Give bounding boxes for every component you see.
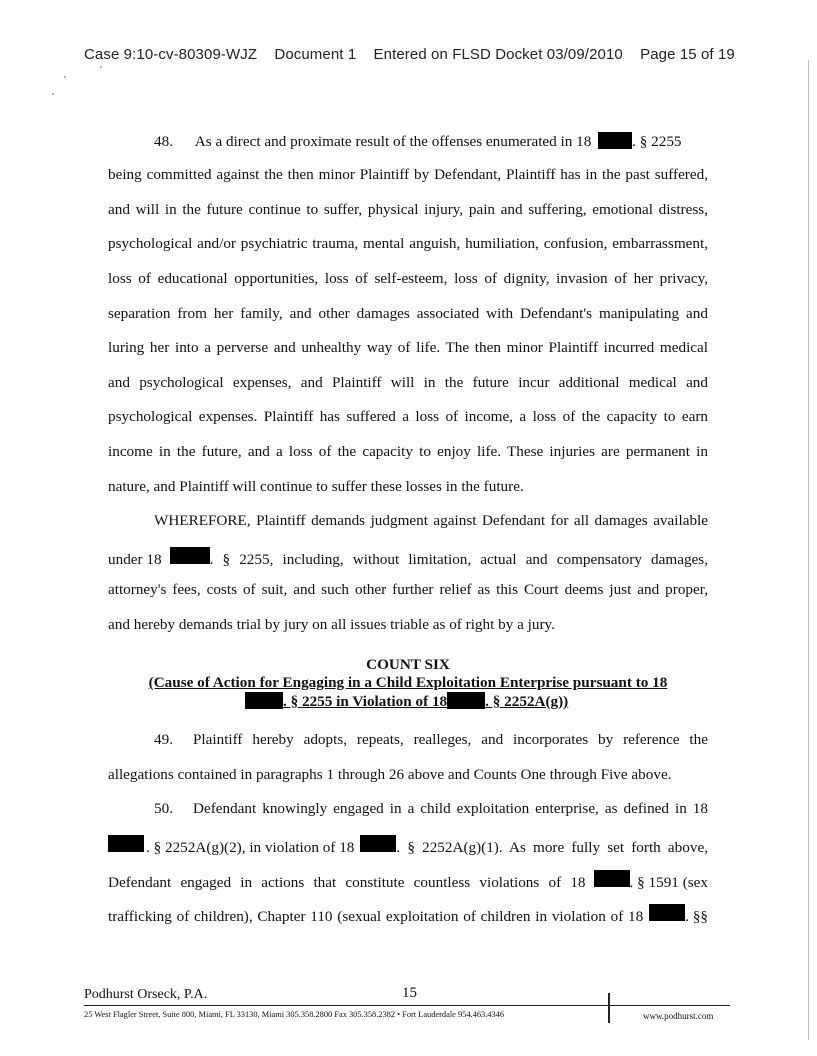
scan-speck bbox=[100, 66, 102, 68]
count-subtitle-line-1: (Cause of Action for Engaging in a Child Exploitation Enterprise pursuant to 18 bbox=[148, 674, 668, 691]
right-margin-line bbox=[808, 60, 809, 1040]
footer-divider bbox=[608, 993, 610, 1023]
redaction bbox=[170, 547, 210, 564]
p48-line-8: and psychological expenses, and Plaintiff will in the future incur additional medical and bbox=[108, 374, 708, 391]
redaction bbox=[649, 904, 685, 921]
count-title: COUNT SIX bbox=[366, 656, 450, 673]
p49-line-2: allegations contained in paragraphs 1 through 26 above and Counts One through Five above. bbox=[108, 766, 672, 783]
p50-line-3: Defendant engaged in actions that constitute countless violations of 18 . § 1591 (sex bbox=[108, 870, 708, 892]
scan-speck bbox=[52, 93, 54, 95]
redaction bbox=[108, 835, 144, 852]
case-number: Case 9:10-cv-80309-WJZ bbox=[84, 46, 258, 63]
p48-line-5: loss of educational opportunities, loss of self-esteem, loss of dignity, invasion of her privacy, bbox=[108, 270, 708, 287]
p48-line-1: 48. As a direct and proximate result of the offenses enumerated in 18 . § 2255 bbox=[154, 133, 682, 150]
page-number: 15 bbox=[402, 985, 417, 1001]
p50-line-1: 50. Defendant knowingly engaged in a child exploitation enterprise, as defined in 18 bbox=[154, 800, 708, 817]
redaction bbox=[594, 870, 630, 887]
p49-line-1: 49. Plaintiff hereby adopts, repeats, realleges, and incorporates by reference the bbox=[154, 731, 708, 748]
p48-line-11: nature, and Plaintiff will continue to suffer these losses in the future. bbox=[108, 478, 524, 495]
docket-entry: Entered on FLSD Docket 03/09/2010 bbox=[373, 46, 623, 63]
redaction bbox=[598, 132, 632, 149]
p48-line-6: separation from her family, and other damages associated with Defendant's manipulating and bbox=[108, 305, 708, 322]
p48-line-9: psychological expenses. Plaintiff has suffered a loss of income, a loss of the capacity to earn bbox=[108, 408, 708, 425]
p48-line-10: income in the future, and a loss of the capacity to enjoy life. These injuries are permanent in bbox=[108, 443, 708, 460]
p48-line-3: and will in the future continue to suffer, physical injury, pain and suffering, emotional distress, bbox=[108, 201, 708, 218]
wherefore-line-2: under 18 . § 2255, including, without limitation, actual and compensatory damages, bbox=[108, 547, 708, 569]
p48-line-4: psychological and/or psychiatric trauma, mental anguish, humiliation, confusion, embarrassment, bbox=[108, 235, 708, 252]
count-subtitle-line-2: . § 2255 in Violation of 18 . § 2252A(g)) bbox=[245, 692, 585, 711]
document-number: Document 1 bbox=[274, 46, 357, 63]
docket-header bbox=[84, 46, 748, 63]
redaction bbox=[360, 835, 396, 852]
page-count: Page 15 of 19 bbox=[640, 46, 735, 63]
wherefore-line-4: and hereby demands trial by jury on all issues triable as of right by a jury. bbox=[108, 616, 555, 633]
p50-line-2: . § 2252A(g)(2), in violation of 18 . § 2252A(g)(1). As more fully set forth above, bbox=[108, 835, 708, 857]
wherefore-line-1: WHEREFORE, Plaintiff demands judgment against Defendant for all damages available bbox=[154, 512, 708, 529]
p48-line-7: luring her into a perverse and unhealthy way of life. The then minor Plaintiff incurred medical bbox=[108, 339, 708, 356]
redaction bbox=[447, 692, 485, 709]
p50-line-4: trafficking of children), Chapter 110 (sexual exploitation of children in violation of 18 . §§ bbox=[108, 904, 708, 926]
p48-line-2: being committed against the then minor Plaintiff by Defendant, Plaintiff has in the past suffered, bbox=[108, 166, 708, 183]
footer-rule bbox=[84, 1005, 730, 1006]
wherefore-line-3: attorney's fees, costs of suit, and such other further relief as this Court deems just and proper, bbox=[108, 581, 708, 598]
firm-website: www.podhurst.com bbox=[643, 1011, 714, 1021]
scan-speck bbox=[64, 76, 66, 78]
firm-name: Podhurst Orseck, P.A. bbox=[84, 987, 208, 1002]
firm-address: 25 West Flagler Street, Suite 800, Miami, FL 33130, Miami 305.358.2800 Fax 305.358.2382 • Fort Lauderdale 954.463.4346 bbox=[84, 1010, 505, 1019]
redaction bbox=[245, 692, 283, 709]
